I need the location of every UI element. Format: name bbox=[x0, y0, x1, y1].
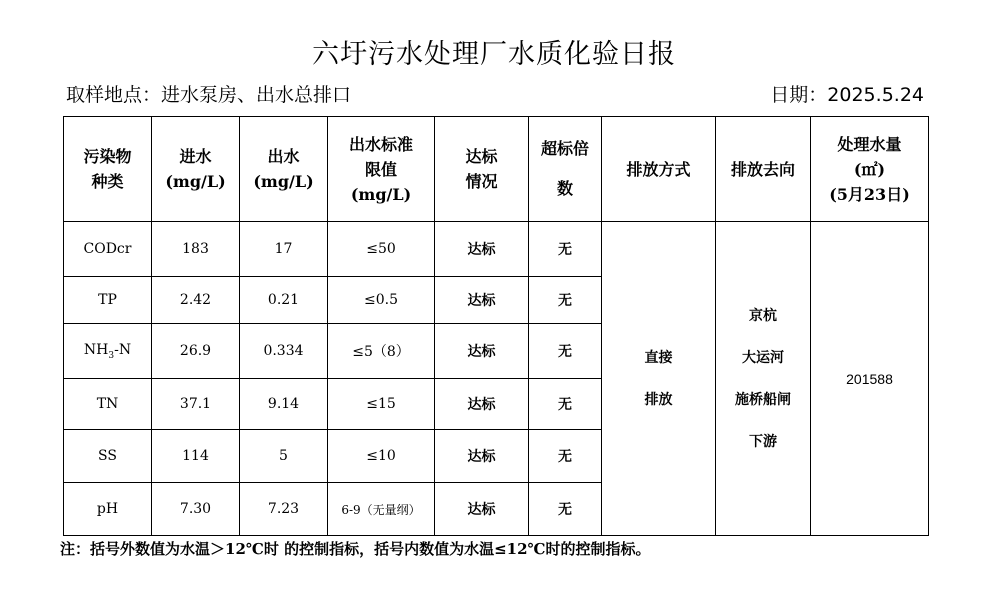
header-discharge-dir: 排放去向 bbox=[716, 117, 811, 222]
pollutant-name: CODcr bbox=[64, 222, 152, 277]
influent-value: 183 bbox=[152, 222, 240, 277]
exceed-value: 无 bbox=[529, 483, 602, 536]
limit-value: 6-9（无量纲） bbox=[328, 483, 435, 536]
status-value: 达标 bbox=[435, 430, 529, 483]
influent-value: 2.42 bbox=[152, 277, 240, 324]
table-row bbox=[64, 222, 929, 277]
exceed-value: 无 bbox=[529, 277, 602, 324]
effluent-value: 0.334 bbox=[240, 324, 328, 379]
exceed-value: 无 bbox=[529, 222, 602, 277]
effluent-value: 7.23 bbox=[240, 483, 328, 536]
header-influent: 进水 (mg/L) bbox=[152, 117, 240, 222]
treated-volume: 201588 bbox=[811, 222, 929, 536]
header-row bbox=[64, 117, 929, 222]
pollutant-name: $NH_3-N$ bbox=[64, 324, 152, 379]
sampling-location: 取样地点：进水泵房、出水总排口 bbox=[66, 84, 352, 106]
header-limit: 出水标准 限值 (mg/L) bbox=[328, 117, 435, 222]
influent-value: 37.1 bbox=[152, 379, 240, 430]
page-title: 六圩污水处理厂水质化验日报 bbox=[312, 39, 676, 70]
report-date: 日期：2025.5.24 bbox=[770, 84, 924, 106]
limit-value: ≤50 bbox=[328, 222, 435, 277]
status-value: 达标 bbox=[435, 277, 529, 324]
limit-value: ≤5（8） bbox=[328, 324, 435, 379]
limit-value: ≤15 bbox=[328, 379, 435, 430]
pollutant-name: pH bbox=[64, 483, 152, 536]
exceed-value: 无 bbox=[529, 379, 602, 430]
influent-value: 114 bbox=[152, 430, 240, 483]
limit-value: ≤10 bbox=[328, 430, 435, 483]
footnote: 注：括号外数值为水温＞12℃时 的控制指标，括号内数值为水温≤12℃时的控制指标。 bbox=[60, 540, 651, 558]
header-exceed: 超标倍 数 bbox=[529, 117, 602, 222]
discharge-mode-cell: 直接 排放 bbox=[602, 222, 716, 536]
limit-value: ≤0.5 bbox=[328, 277, 435, 324]
effluent-value: 9.14 bbox=[240, 379, 328, 430]
header-status: 达标 情况 bbox=[435, 117, 529, 222]
effluent-value: 0.21 bbox=[240, 277, 328, 324]
header-effluent: 出水 (mg/L) bbox=[240, 117, 328, 222]
status-value: 达标 bbox=[435, 222, 529, 277]
water-quality-table bbox=[63, 116, 929, 536]
status-value: 达标 bbox=[435, 379, 529, 430]
header-discharge-mode: 排放方式 bbox=[602, 117, 716, 222]
effluent-value: 5 bbox=[240, 430, 328, 483]
exceed-value: 无 bbox=[529, 430, 602, 483]
status-value: 达标 bbox=[435, 483, 529, 536]
effluent-value: 17 bbox=[240, 222, 328, 277]
influent-value: 26.9 bbox=[152, 324, 240, 379]
discharge-direction-cell: 京杭 大运河 施桥船闸 下游 bbox=[716, 222, 811, 536]
pollutant-name: TP bbox=[64, 277, 152, 324]
pollutant-name: TN bbox=[64, 379, 152, 430]
header-volume: 处理水量 (㎡) (5月23日) bbox=[811, 117, 929, 222]
pollutant-name: SS bbox=[64, 430, 152, 483]
exceed-value: 无 bbox=[529, 324, 602, 379]
header-pollutant: 污染物 种类 bbox=[64, 117, 152, 222]
influent-value: 7.30 bbox=[152, 483, 240, 536]
status-value: 达标 bbox=[435, 324, 529, 379]
